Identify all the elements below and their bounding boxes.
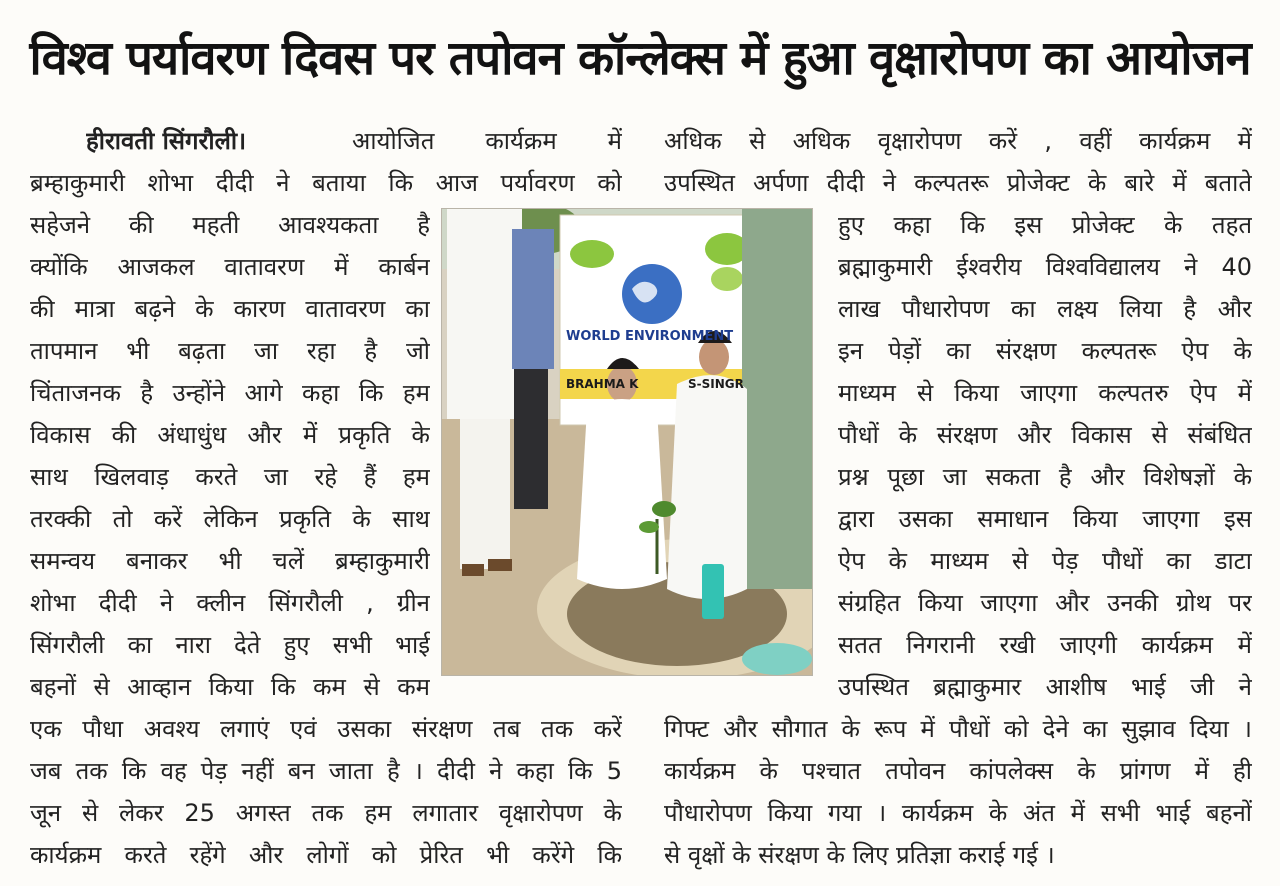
right-line: गिफ्ट और सौगात के रूप में पौधों को देने का सुझाव दिया । [664, 715, 1252, 743]
dateline: हीरावती सिंगरौली। [86, 127, 247, 155]
right-line: उपस्थित ब्रह्माकुमार आशीष भाई जी ने [838, 673, 1252, 701]
right-line: कार्यक्रम के पश्चात तपोवन कांपलेक्स के प्रांगण में ही [664, 757, 1252, 785]
right-line: प्रश्न पूछा जा सकता है और विशेषज्ञों के [838, 463, 1252, 491]
banner-title: WORLD ENVIRONMENT [566, 329, 734, 344]
left-line: समन्वय बनाकर भी चलें ब्रम्हाकुमारी [30, 547, 430, 575]
left-line: चिंताजनक है उन्होंने आगे कहा कि हम [30, 379, 430, 407]
left-line: क्योंकि आजकल वातावरण में कार्बन [30, 253, 430, 281]
right-line: पौधारोपण किया गया । कार्यक्रम के अंत में सभी भाई बहनों [664, 799, 1252, 827]
left-line: जून से लेकर 25 अगस्त तक हम लगातार वृक्षारोपण के [30, 799, 622, 827]
right-line: हुए कहा कि इस प्रोजेक्ट के तहत [838, 211, 1252, 239]
right-line: द्वारा उसका समाधान किया जाएगा इस [838, 505, 1252, 533]
left-line: की मात्रा बढ़ने के कारण वातावरण का [30, 295, 430, 323]
right-line: पौधों के संरक्षण और विकास से संबंधित [838, 421, 1252, 449]
right-line: इन पेड़ों का संरक्षण कल्पतरू ऐप के [838, 337, 1252, 365]
right-line: संग्रहित किया जाएगा और उनकी ग्रोथ पर [838, 589, 1252, 617]
left-line: कार्यक्रम करते रहेंगे और लोगों को प्रेरित भी करेंगे कि [30, 841, 622, 869]
right-line: लाख पौधारोपण का लक्ष्य लिया है और [838, 295, 1252, 323]
left-line: विकास की अंधाधुंध और में प्रकृति के [30, 421, 430, 449]
left-line: तापमान भी बढ़ता जा रहा है जो [30, 337, 430, 365]
left-line: आयोजित कार्यक्रम में [352, 127, 622, 155]
right-line: से वृक्षों के संरक्षण के लिए प्रतिज्ञा कराई गई । [664, 841, 1055, 869]
right-line: ऐप के माध्यम से पेड़ पौधों का डाटा [838, 547, 1252, 575]
left-line: शोभा दीदी ने क्लीन सिंगरौली , ग्रीन [30, 589, 430, 617]
left-line: एक पौधा अवश्य लगाएं एवं उसका संरक्षण तब तक करें [30, 715, 622, 743]
left-line: तरक्की तो करें लेकिन प्रकृति के साथ [30, 505, 430, 533]
right-line: माध्यम से किया जाएगा कल्पतरु ऐप में [838, 379, 1252, 407]
right-line: अधिक से अधिक वृक्षारोपण करें , वहीं कार्यक्रम में [664, 127, 1252, 155]
left-line: जब तक कि वह पेड़ नहीं बन जाता है । दीदी ने कहा कि 5 [30, 757, 622, 785]
tree-planting-photo [441, 208, 813, 676]
left-line: साथ खिलवाड़ करते जा रहे हैं हम [30, 463, 430, 491]
right-line: ब्रह्माकुमारी ईश्वरीय विश्वविद्यालय ने 40 [838, 253, 1252, 281]
left-line: बहनों से आव्हान किया कि कम से कम [30, 673, 430, 701]
photo-scene [442, 209, 812, 675]
left-line: सिंगरौली का नारा देते हुए सभी भाई [30, 631, 430, 659]
banner-subtitle: BRAHMA K [566, 377, 639, 391]
left-line: सहेजने की महती आवश्यकता है [30, 211, 430, 239]
right-line: सतत निगरानी रखी जाएगी कार्यक्रम में [838, 631, 1252, 659]
left-line: ब्रम्हाकुमारी शोभा दीदी ने बताया कि आज पर्यावरण को [30, 169, 622, 197]
right-line: उपस्थित अर्पणा दीदी ने कल्पतरू प्रोजेक्ट के बारे में बताते [664, 169, 1252, 197]
headline: विश्व पर्यावरण दिवस पर तपोवन कॉन्लेक्स में हुआ वृक्षारोपण का आयोजन [29, 31, 1251, 86]
banner-subtitle-end: S-SINGR [688, 377, 744, 391]
